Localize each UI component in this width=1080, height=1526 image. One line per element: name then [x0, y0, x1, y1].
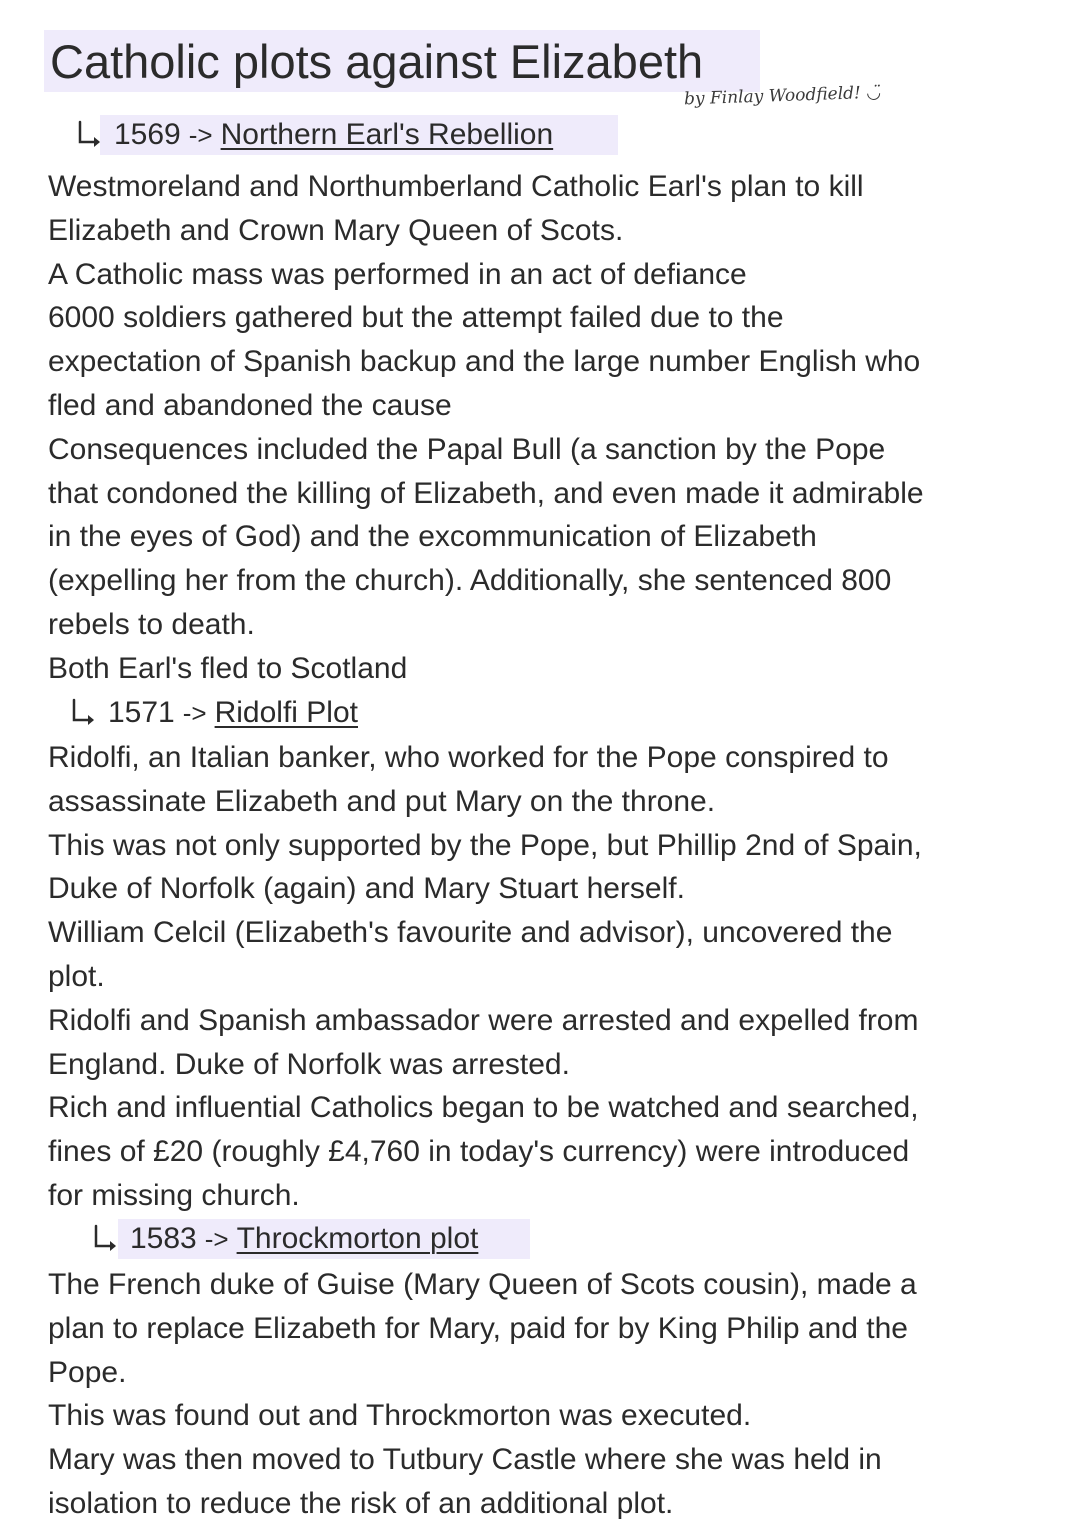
text-line: Westmoreland and Northumberland Catholic Earl's plan to kill — [48, 170, 864, 203]
text-line: Duke of Norfolk (again) and Mary Stuart herself. — [48, 872, 685, 906]
text-line: Mary was then moved to Tutbury Castle where she was held in — [48, 1443, 882, 1477]
section-event-title: Ridolfi Plot — [214, 696, 358, 729]
section-arrow-text: -> — [182, 697, 207, 728]
turn-arrow-icon — [88, 1222, 122, 1256]
section-year: 1569 — [114, 118, 181, 151]
section-body-1571 — [48, 736, 1048, 1218]
text-line: This was found out and Throckmorton was executed. — [48, 1399, 752, 1433]
text-line: William Celcil (Elizabeth's favourite and advisor), uncovered the — [48, 916, 893, 950]
section-heading-1571 — [66, 693, 358, 733]
text-line: 6000 soldiers gathered but the attempt failed due to the — [48, 301, 784, 335]
section-year: 1583 — [130, 1222, 197, 1255]
text-line: Both Earl's fled to Scotland — [48, 651, 408, 685]
text-line: Ridolfi and Spanish ambassador were arrested and expelled from — [48, 1003, 919, 1037]
text-line: Pope. — [48, 1355, 127, 1389]
text-line: fines of £20 (roughly £4,760 in today's currency) were introduced — [48, 1135, 910, 1169]
turn-arrow-icon — [66, 696, 100, 730]
page-title: Catholic plots against Elizabeth — [50, 35, 704, 88]
section-arrow-text: -> — [188, 119, 213, 150]
text-line: (expelling her from the church). Additionally, she sentenced 800 — [48, 564, 892, 598]
text-line: Consequences included the Papal Bull (a sanction by the Pope — [48, 432, 886, 466]
text-line: that condoned the killing of Elizabeth, and even made it admirable — [48, 476, 924, 510]
section-heading-1583 — [88, 1219, 478, 1259]
text-line: fled and abandoned the cause — [48, 388, 452, 422]
text-line: for missing church. — [48, 1178, 300, 1212]
text-line: The French duke of Guise (Mary Queen of Scots cousin), made a — [48, 1268, 917, 1301]
text-line: A Catholic mass was performed in an act of defiance — [48, 257, 747, 291]
section-arrow-text: -> — [204, 1223, 229, 1254]
text-line: isolation to reduce the risk of an additional plot. — [48, 1486, 674, 1520]
text-line: England. Duke of Norfolk was arrested. — [48, 1047, 570, 1081]
section-body-1569 — [48, 165, 1048, 691]
turn-arrow-icon — [72, 118, 106, 152]
section-year: 1571 — [108, 696, 175, 729]
text-line: expectation of Spanish backup and the large number English who — [48, 345, 921, 379]
text-line: Ridolfi, an Italian banker, who worked for the Pope conspired to — [48, 741, 889, 774]
text-line: This was not only supported by the Pope, but Phillip 2nd of Spain, — [48, 828, 922, 862]
text-line: Rich and influential Catholics began to be watched and searched, — [48, 1091, 919, 1125]
section-event-title: Northern Earl's Rebellion — [220, 118, 554, 151]
text-line: rebels to death. — [48, 607, 255, 641]
text-line: Elizabeth and Crown Mary Queen of Scots. — [48, 213, 624, 247]
section-heading-1569 — [72, 115, 553, 155]
text-line: plot. — [48, 959, 105, 993]
text-line: assassinate Elizabeth and put Mary on the throne. — [48, 784, 716, 818]
text-line: plan to replace Elizabeth for Mary, paid for by King Philip and the — [48, 1311, 908, 1345]
section-body-1583 — [48, 1263, 1048, 1526]
text-line: in the eyes of God) and the excommunication of Elizabeth — [48, 520, 817, 554]
section-event-title: Throckmorton plot — [236, 1222, 479, 1255]
author-signature: by Finlay Woodfield! ◡̈ — [683, 82, 882, 110]
